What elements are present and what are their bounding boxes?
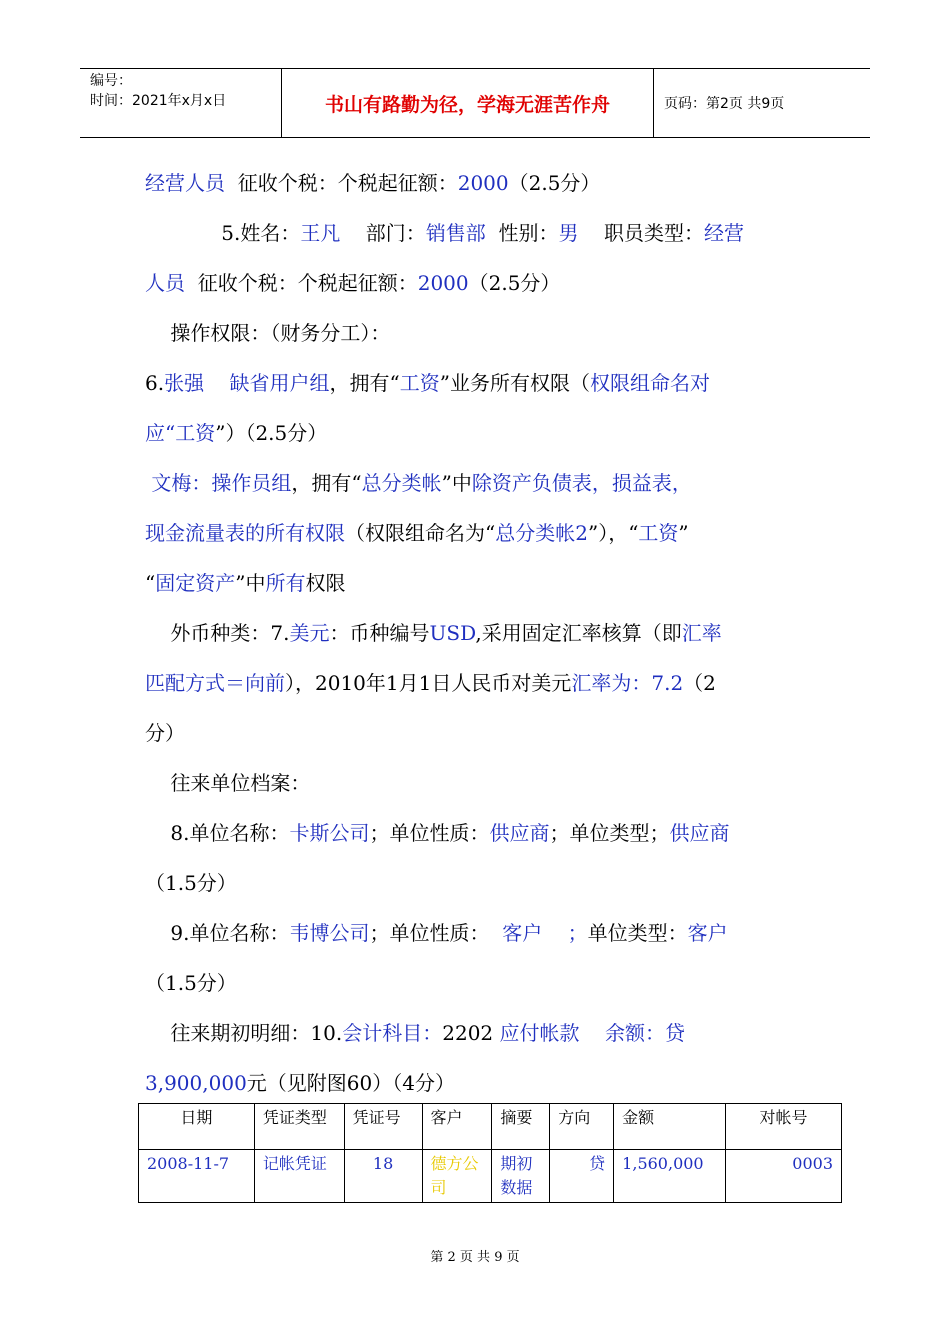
- highlight-text: 张强 缺省用户组: [164, 371, 330, 395]
- header-page: 页码：第2页 共9页: [664, 96, 785, 112]
- highlight-text: 应付帐款 余额：贷: [499, 1021, 685, 1045]
- text-line: [145, 458, 807, 508]
- text-line: [145, 1058, 807, 1108]
- text-line: [145, 858, 807, 908]
- body-text: 性别：: [485, 221, 559, 245]
- body-text: ，拥有“: [291, 471, 362, 495]
- body-text: （2: [683, 671, 716, 695]
- highlight-text: 工资: [399, 371, 440, 395]
- highlight-text: USD: [429, 621, 476, 645]
- th-customer: 客户: [422, 1104, 492, 1150]
- body-text: 征收个税：个税起征额：: [225, 171, 458, 195]
- highlight-text: 男: [558, 221, 579, 245]
- body-text: ；单位性质：: [369, 821, 490, 845]
- body-text: 分）: [145, 721, 185, 745]
- text-line: [145, 558, 807, 608]
- th-voucher-type: 凭证类型: [254, 1104, 344, 1150]
- body-text: 5.姓名：: [145, 221, 301, 245]
- table-header-row: [139, 1104, 842, 1150]
- body-text: 往来期初明细：10.: [145, 1021, 343, 1045]
- body-text: 职员类型：: [578, 221, 704, 245]
- cell-date: 2008-11-7: [139, 1150, 255, 1203]
- cell-reconcile-no: 0003: [726, 1150, 842, 1203]
- table-row: [139, 1150, 842, 1203]
- text-line: [145, 158, 807, 208]
- header-number: 编号：: [90, 73, 132, 89]
- text-line: [145, 408, 807, 458]
- body-text: （1.5分）: [145, 971, 237, 995]
- cell-voucher-type: 记帐凭证: [254, 1150, 344, 1203]
- highlight-text: 卡斯公司: [289, 821, 370, 845]
- body-text: 外币种类：7.: [145, 621, 290, 645]
- th-date: 日期: [139, 1104, 255, 1150]
- text-line: [145, 358, 807, 408]
- cell-customer: 德方公司: [422, 1150, 492, 1203]
- body-text: ，拥有“: [329, 371, 400, 395]
- text-line: [145, 808, 807, 858]
- body-text: （权限组命名为“: [345, 521, 496, 545]
- body-text: ；单位性质：: [369, 921, 503, 945]
- highlight-text: 应“工资: [145, 421, 216, 445]
- body-text: 9.单位名称：: [145, 921, 290, 945]
- body-text: ”），“: [587, 521, 639, 545]
- body-text: 元（见附图60）（4分）: [246, 1071, 455, 1095]
- body-text: 6.: [145, 371, 165, 395]
- header-time: 时间：2021年x月x日: [90, 93, 227, 109]
- highlight-text: 人员: [145, 271, 185, 295]
- body-text: 权限: [305, 571, 346, 595]
- text-line: [145, 658, 807, 708]
- highlight-text: 美元: [289, 621, 330, 645]
- text-line: [145, 508, 807, 558]
- highlight-text: 汇率: [681, 621, 722, 645]
- body-text: ”业务所有权限（: [439, 371, 590, 395]
- highlight-text: 销售部: [425, 221, 486, 245]
- text-line: [145, 958, 807, 1008]
- header-meta: [80, 69, 282, 137]
- body-text: ），2010年1月1日人民币对美元: [285, 671, 572, 695]
- text-line: [145, 308, 807, 358]
- highlight-text: 工资: [638, 521, 679, 545]
- body-text: ”）（2.5分）: [215, 421, 328, 445]
- text-line: [145, 758, 807, 808]
- highlight-text: 经营: [703, 221, 744, 245]
- text-line: [145, 258, 807, 308]
- highlight-text: 权限组命名对: [590, 371, 710, 395]
- highlight-text: 匹配方式＝向前: [145, 671, 285, 695]
- highlight-text: 汇率为：7.2: [571, 671, 684, 695]
- text-line: [145, 1008, 807, 1058]
- highlight-text: 会计科目：: [342, 1021, 443, 1045]
- body-text: 单位类型：: [587, 921, 688, 945]
- highlight-text: 固定资产: [155, 571, 236, 595]
- highlight-text: 经营人员: [145, 171, 225, 195]
- th-voucher-no: 凭证号: [344, 1104, 422, 1150]
- page-footer: 第 2 页 共 9 页: [430, 1250, 520, 1265]
- th-amount: 金额: [614, 1104, 726, 1150]
- highlight-text: 3,900,000: [145, 1071, 247, 1095]
- body-text: 征收个税：个税起征额：: [185, 271, 418, 295]
- highlight-text: 总分类帐: [361, 471, 442, 495]
- highlight-text: 客户: [687, 921, 728, 945]
- body-text: （1.5分）: [145, 871, 237, 895]
- highlight-text: 2000: [417, 271, 469, 295]
- body-text: （2.5分）: [468, 271, 561, 295]
- body-text: 2202: [442, 1021, 500, 1045]
- highlight-text: 供应商: [489, 821, 550, 845]
- body-text: 往来单位档案：: [145, 771, 311, 795]
- body-text: ”: [678, 521, 689, 545]
- highlight-text: 王凡: [300, 221, 341, 245]
- th-summary: 摘要: [492, 1104, 550, 1150]
- body-text: ,采用固定汇率核算（即: [475, 621, 682, 645]
- text-line: [145, 708, 807, 758]
- body-text: ”中: [441, 471, 472, 495]
- cell-direction: 贷: [550, 1150, 614, 1203]
- body-text: 部门：: [340, 221, 426, 245]
- highlight-text: 2000: [457, 171, 509, 195]
- th-reconcile-no: 对帐号: [726, 1104, 842, 1150]
- text-line: [145, 908, 807, 958]
- cell-summary: 期初数据: [492, 1150, 550, 1203]
- body-text: 操作权限：（财务分工）：: [145, 321, 391, 345]
- highlight-text: 韦博公司: [289, 921, 370, 945]
- highlight-text: 客户 ；: [502, 921, 588, 945]
- highlight-text: 文梅：操作员组: [145, 471, 292, 495]
- header-motto: 书山有路勤为径，学海无涯苦作舟: [282, 69, 654, 137]
- body-text: “: [145, 571, 156, 595]
- text-line: [145, 608, 807, 658]
- page-header: [80, 68, 870, 138]
- cell-voucher-no: 18: [344, 1150, 422, 1203]
- highlight-text: 所有: [265, 571, 306, 595]
- th-direction: 方向: [550, 1104, 614, 1150]
- ledger-table: [138, 1103, 842, 1203]
- body-text: （2.5分）: [508, 171, 601, 195]
- document-body: [145, 158, 807, 1108]
- cell-amount: 1,560,000: [614, 1150, 726, 1203]
- body-text: ：币种编号: [329, 621, 430, 645]
- highlight-text: 总分类帐2: [495, 521, 588, 545]
- body-text: 8.单位名称：: [145, 821, 290, 845]
- body-text: ”中: [235, 571, 266, 595]
- highlight-text: 供应商: [669, 821, 730, 845]
- text-line: [145, 208, 807, 258]
- highlight-text: 除资产负债表，损益表，: [471, 471, 692, 495]
- highlight-text: 现金流量表的所有权限: [145, 521, 345, 545]
- body-text: ；单位类型；: [549, 821, 670, 845]
